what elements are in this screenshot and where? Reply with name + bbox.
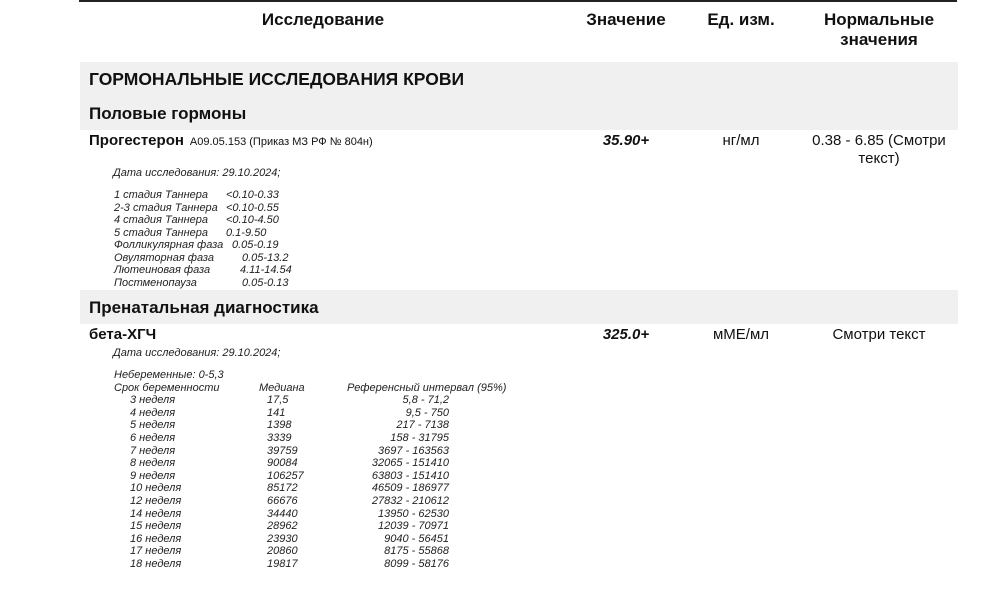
cell-interval: 46509 - 186977	[371, 482, 449, 495]
reference-label: Лютеиновая фаза	[114, 264, 211, 276]
column-header-study: Исследование	[261, 10, 385, 29]
cell-median: 39759	[267, 444, 298, 457]
cell-median: 23930	[267, 532, 298, 545]
column-interval: Референсный интервал (95%)	[347, 381, 507, 394]
reference-row	[114, 239, 292, 252]
reference-label: 1 стадия Таннера	[114, 189, 209, 201]
reference-label: Фолликулярная фаза	[114, 239, 224, 251]
cell-interval: 158 - 31795	[390, 431, 449, 444]
column-week: Срок беременности	[114, 381, 220, 394]
group-title-sex-hormones: Половые гормоны	[89, 104, 247, 123]
cell-interval: 8175 - 55868	[384, 545, 449, 558]
test-unit-progesterone: нг/мл	[722, 132, 760, 149]
reference-range: <0.10-0.55	[226, 201, 279, 214]
cell-week: 16 неделя	[130, 532, 182, 545]
table-row	[114, 432, 506, 445]
cell-interval: 63803 - 151410	[371, 469, 449, 482]
reference-row	[114, 214, 292, 227]
cell-interval: 12039 - 70971	[378, 520, 449, 533]
group-title-prenatal: Пренатальная диагностика	[89, 298, 319, 317]
cell-interval: 8099 - 58176	[384, 557, 449, 570]
reference-range: 0.05-13.2	[242, 251, 289, 264]
cell-interval: 32065 - 151410	[371, 457, 449, 470]
reference-range: <0.10-0.33	[226, 189, 279, 201]
table-row	[114, 419, 506, 432]
reference-range: 4.11-14.54	[240, 264, 292, 276]
reference-range: 0.05-0.13	[242, 276, 289, 289]
cell-median: 66676	[267, 494, 298, 507]
reference-range: <0.10-4.50	[226, 214, 279, 226]
reference-row	[114, 252, 292, 265]
column-header-value: Значение	[586, 10, 666, 29]
cell-median: 90084	[267, 457, 298, 470]
previous-section-frame	[79, 0, 957, 2]
table-row	[114, 495, 506, 508]
cell-median: 17,5	[267, 394, 289, 407]
cell-week: 15 неделя	[130, 520, 182, 533]
test-norm-line1: 0.38 - 6.85 (Смотри	[812, 132, 946, 149]
cell-week: 7 неделя	[130, 444, 176, 457]
table-row	[114, 520, 506, 533]
cell-week: 14 неделя	[130, 507, 182, 520]
test-norm-progesterone	[800, 132, 958, 168]
test-code: A09.05.153 (Приказ МЗ РФ № 804н)	[189, 136, 373, 148]
cell-week: 18 неделя	[130, 557, 182, 570]
column-header-norm	[800, 10, 958, 50]
reference-range: 0.1-9.50	[226, 226, 267, 239]
cell-interval: 9,5 - 750	[405, 406, 449, 419]
section-title: ГОРМОНАЛЬНЫЕ ИССЛЕДОВАНИЯ КРОВИ	[89, 69, 465, 89]
cell-median: 19817	[267, 557, 298, 570]
cell-interval: 9040 - 56451	[384, 532, 449, 545]
reference-label: 4 стадия Таннера	[114, 214, 209, 226]
cell-median: 141	[267, 406, 286, 419]
test-norm-beta-hcg: Смотри текст	[832, 326, 926, 343]
beta-hcg-reference-table	[114, 369, 506, 571]
reference-range: 0.05-0.19	[232, 239, 279, 251]
cell-interval: 5,8 - 71,2	[402, 394, 449, 407]
table-row	[114, 457, 506, 470]
non-pregnant-note: Небеременные: 0-5,3	[114, 369, 224, 381]
test-date-progesterone: Дата исследования: 29.10.2024;	[113, 167, 281, 179]
table-row	[114, 508, 506, 521]
cell-interval: 27832 - 210612	[371, 494, 449, 507]
cell-median: 20860	[267, 545, 298, 558]
cell-interval: 3697 - 163563	[378, 444, 449, 457]
test-name-progesterone	[89, 132, 373, 149]
reference-label: 2-3 стадия Таннера	[114, 201, 218, 214]
cell-week: 3 неделя	[130, 394, 176, 407]
test-norm-line2: текст)	[858, 150, 900, 167]
cell-interval: 13950 - 62530	[378, 507, 449, 520]
cell-week: 5 неделя	[130, 419, 176, 432]
table-row	[114, 470, 506, 483]
cell-week: 6 неделя	[130, 431, 176, 444]
cell-median: 106257	[267, 469, 304, 482]
reference-label: Овуляторная фаза	[114, 251, 214, 264]
column-header-norm-line1: Нормальные	[823, 10, 935, 29]
table-row	[114, 558, 506, 571]
cell-median: 28962	[267, 520, 298, 533]
test-name-beta-hcg: бета-ХГЧ	[89, 326, 157, 343]
table-row	[114, 445, 506, 458]
cell-week: 9 неделя	[130, 469, 176, 482]
cell-median: 34440	[267, 507, 298, 520]
cell-median: 1398	[267, 419, 292, 432]
test-value-progesterone: 35.90+	[602, 132, 650, 149]
cell-week: 12 неделя	[130, 494, 182, 507]
table-row	[114, 482, 506, 495]
reference-label: Постменопауза	[114, 276, 197, 289]
column-median: Медиана	[259, 381, 305, 394]
reference-row	[114, 264, 292, 277]
progesterone-reference-list	[114, 189, 292, 289]
cell-week: 10 неделя	[130, 482, 182, 495]
reference-label: 5 стадия Таннера	[114, 226, 209, 239]
test-value-beta-hcg: 325.0+	[602, 326, 650, 343]
cell-median: 85172	[267, 482, 298, 495]
cell-interval: 217 - 7138	[396, 419, 449, 432]
reference-row	[114, 189, 292, 202]
table-row	[114, 407, 506, 420]
cell-week: 4 неделя	[130, 406, 176, 419]
reference-row	[114, 277, 292, 290]
test-name-label: Прогестерон	[89, 132, 184, 149]
table-row	[114, 394, 506, 407]
reference-row	[114, 227, 292, 240]
test-date-beta-hcg: Дата исследования: 29.10.2024;	[113, 347, 281, 359]
table-row	[114, 533, 506, 546]
reference-row	[114, 202, 292, 215]
cell-week: 8 неделя	[130, 457, 176, 470]
cell-median: 3339	[267, 431, 292, 444]
column-header-norm-line2: значения	[840, 30, 918, 49]
column-header-unit: Ед. изм.	[707, 10, 775, 29]
test-unit-beta-hcg: мМЕ/мл	[712, 326, 770, 343]
table-row	[114, 545, 506, 558]
cell-week: 17 неделя	[130, 545, 182, 558]
reference-table-header	[114, 382, 506, 395]
